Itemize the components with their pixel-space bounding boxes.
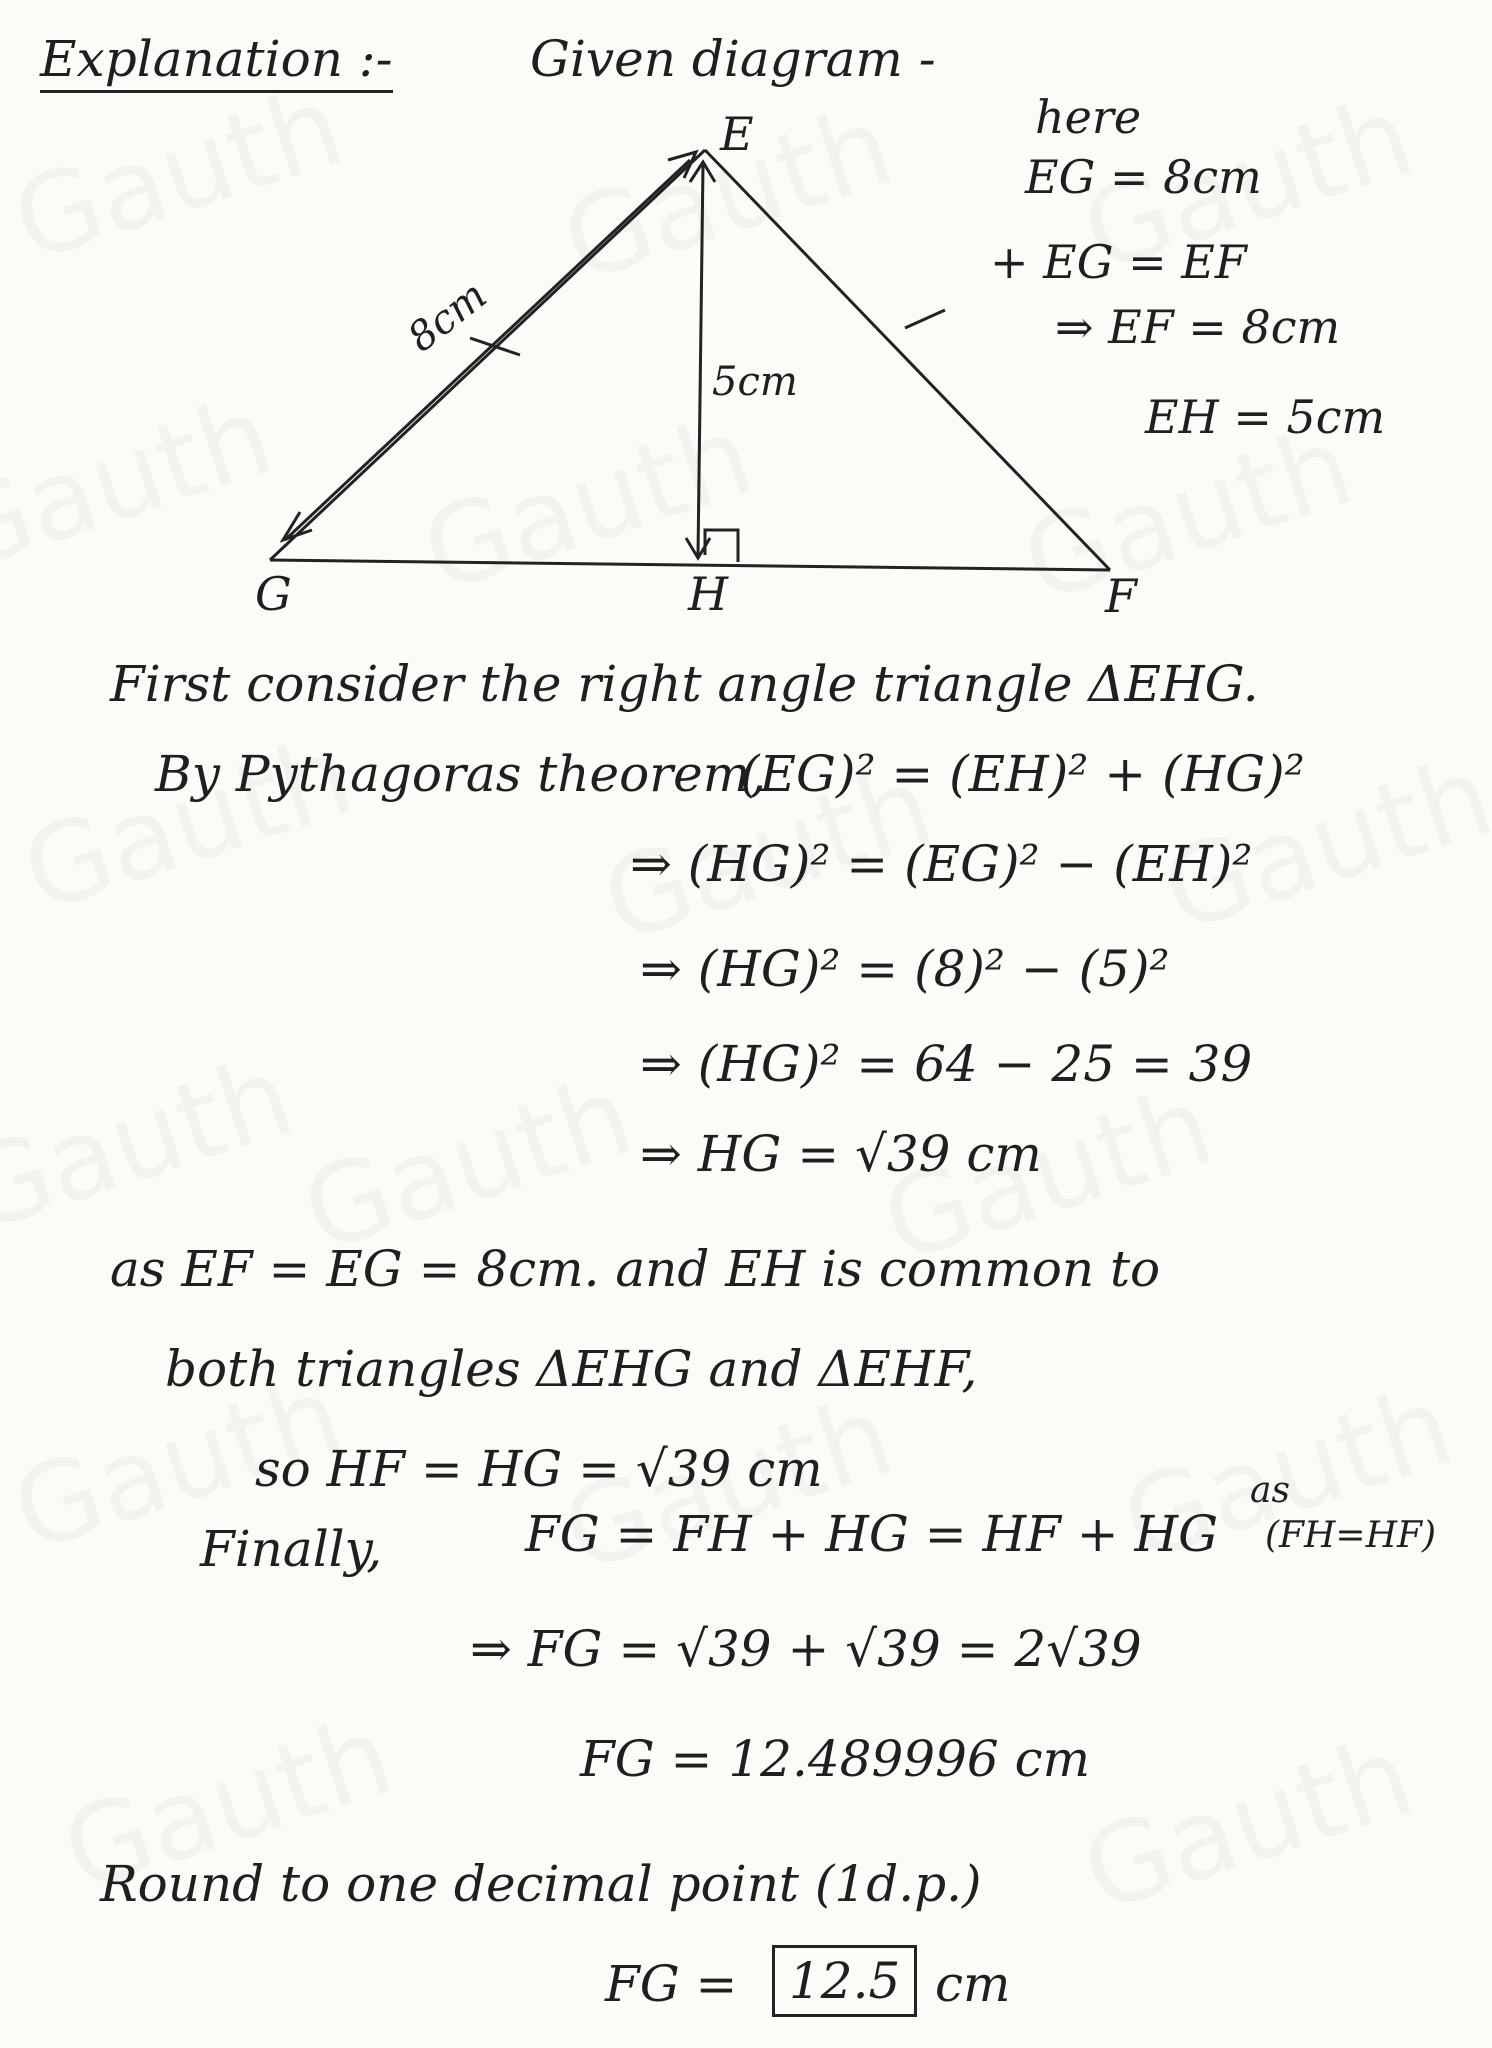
vertex-e-label: E <box>720 107 754 161</box>
final-answer-unit: cm <box>935 1955 1011 2013</box>
vertex-g-label: G <box>255 567 292 621</box>
given-line-4: EH = 5cm <box>1145 390 1386 444</box>
vertex-f-label: F <box>1105 569 1137 623</box>
solution-line-10-note: (FH=HF) <box>1265 1515 1436 1556</box>
solution-line-6: ⇒ HG = √39 cm <box>640 1125 1042 1183</box>
solution-line-2-text: By Pythagoras theorem, <box>155 745 767 803</box>
solution-line-4: ⇒ (HG)² = (8)² − (5)² <box>640 940 1170 998</box>
solution-line-13: Round to one decimal point (1d.p.) <box>100 1855 982 1913</box>
eh-length-label: 5cm <box>712 359 798 405</box>
given-line-2: + EG = EF <box>990 235 1247 289</box>
final-answer-value: 12.5 <box>772 1945 917 2017</box>
dimension-line-eg <box>285 160 690 540</box>
tick-mark-ef <box>905 310 945 328</box>
eg-length-label: 8cm <box>399 272 496 362</box>
solution-line-8: both triangles ΔEHG and ΔEHF, <box>165 1340 978 1398</box>
final-answer-lhs: FG = <box>605 1955 738 2013</box>
solution-line-11: ⇒ FG = √39 + √39 = 2√39 <box>470 1620 1142 1678</box>
solution-line-10-label: Finally, <box>200 1520 383 1578</box>
heading: Explanation :- <box>40 30 393 93</box>
altitude-eh <box>698 165 703 555</box>
arrow-up-right-icon <box>668 152 696 178</box>
right-angle-mark <box>705 530 738 562</box>
given-line-1: EG = 8cm <box>1025 150 1262 204</box>
solution-line-10-as: as <box>1250 1470 1290 1511</box>
watermark <box>0 1031 307 1256</box>
side-eg <box>270 150 705 560</box>
solution-line-9: so HF = HG = √39 cm <box>255 1440 823 1498</box>
solution-line-7: as EF = EG = 8cm. and EH is common to <box>110 1240 1161 1298</box>
solution-line-5: ⇒ (HG)² = 64 − 25 = 39 <box>640 1035 1253 1093</box>
solution-line-10-equation: FG = FH + HG = HF + HG <box>525 1505 1219 1563</box>
solution-line-12: FG = 12.489996 cm <box>580 1730 1091 1788</box>
vertex-h-label: H <box>688 567 729 621</box>
solution-line-1: First consider the right angle triangle ΔEHG. <box>110 655 1259 713</box>
given-here: here <box>1035 90 1142 144</box>
solution-line-3: ⇒ (HG)² = (EG)² − (EH)² <box>630 835 1253 893</box>
subheading: Given diagram - <box>530 30 936 88</box>
tick-mark-eg <box>470 338 520 355</box>
solution-line-2-equation: (EG)² = (EH)² + (HG)² <box>740 745 1305 803</box>
watermark <box>1068 1711 1426 1936</box>
given-line-3: ⇒ EF = 8cm <box>1055 300 1341 354</box>
